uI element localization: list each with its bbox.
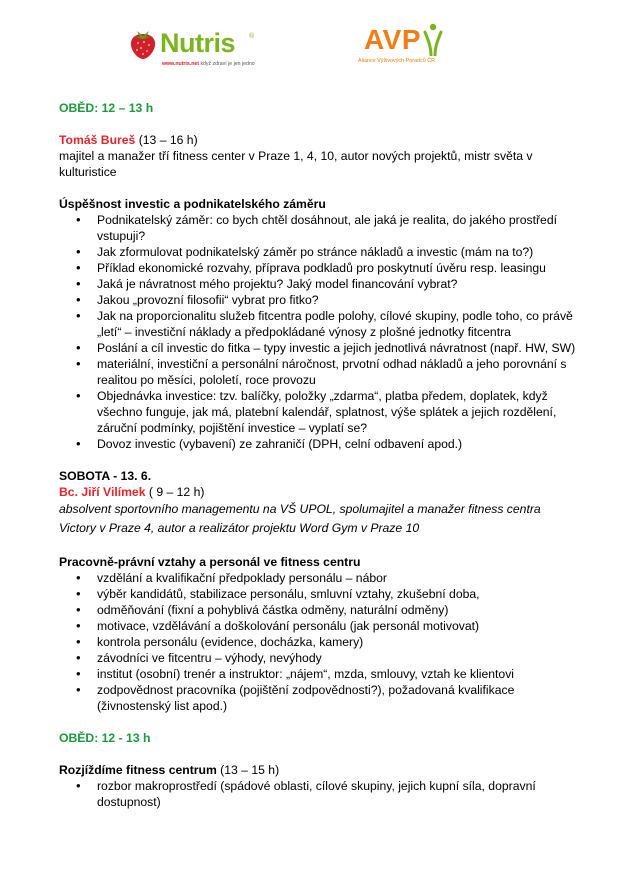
lunch-break-1: OBĚD: 12 – 13 h (59, 101, 154, 115)
list-item: • kontrola personálu (evidence, docházka, kamery) (97, 634, 579, 650)
list-item: • institut (osobní) trenér a instruktor: „nájem“, mzda, smlouvy, vztah ke klientovi (97, 666, 579, 682)
list-item: • Jakou „provozní filosofii“ vybrat pro fitko? (97, 292, 579, 308)
strawberry-icon (128, 28, 158, 60)
lunch-break-2: OBĚD: 12 - 13 h (59, 731, 151, 745)
speaker-2-time: ( 9 – 12 h) (145, 485, 205, 499)
list-item: • materiální, investiční a personální náročnost, prvotní odhad nákladů a jeho porovnání s realitou po měsíci, pololetí, roce provozu (97, 356, 579, 388)
section-1-list (59, 212, 579, 452)
nutris-logo-word: Nutris (160, 28, 236, 58)
list-item: • Objednávka investice: tzv. balíčky, položky „zdarma“, platba předem, doplatek, když všechno funguje, jak má, platební kalendář, splatnost, výše splátek a jejich rozdělení, záruční podmínky, pojištění investice – vyplatí se? (97, 388, 579, 436)
registered-mark: ® (249, 33, 255, 40)
avp-logo-word: AVP (364, 24, 421, 55)
figure-icon (422, 22, 444, 56)
nutris-logo (128, 26, 268, 76)
list-item: • Příklad ekonomické rozvahy, příprava podkladů pro poskytnutí úvěru resp. leasingu (97, 260, 579, 276)
document-body (59, 100, 579, 810)
avp-subtitle: Aliance Výživových Poradců ČR (358, 58, 435, 64)
section-3-time: (13 – 15 h) (216, 763, 280, 777)
section-2-list (59, 570, 579, 714)
list-item: • odměňování (fixní a pohyblivá částka odměny, naturální odměny) (97, 602, 579, 618)
list-item: • výběr kandidátů, stabilizace personálu, smluvní vztahy, zkušební doba, (97, 586, 579, 602)
list-item: • Jaká je návratnost mého projektu? Jaký model financování vybrat? (97, 276, 579, 292)
speaker-1-name: Tomáš Bureš (59, 133, 136, 147)
speaker-2-name: Bc. Jiří Vilímek (59, 485, 146, 499)
list-item: • Jak na proporcionalitu služeb fitcentra podle polohy, cílové skupiny, podle toho, co právě „letí“ – investiční náklady a předpokládané výnosy z plošné jednotky fitcentra (97, 308, 579, 340)
list-item: • Poslání a cíl investic do fitka – typy investic a jejich jednotlivá návratnost (např. HW, SW) (97, 340, 579, 356)
section-3-list (59, 778, 579, 810)
list-item: • Jak zformulovat podnikatelský záměr po stránce nákladů a investic (mám na to?) (97, 244, 579, 260)
avp-logo (358, 24, 478, 74)
speaker-2 (59, 484, 579, 500)
section-1-heading: Úspěšnost investic a podnikatelského záměru (59, 197, 326, 211)
speaker-1-bio: majitel a manažer tří fitness center v Praze 1, 4, 10, autor nových projektů, mistr světa v kulturistice (59, 149, 533, 179)
list-item: • rozbor makroprostředí (spádové oblasti, cílové skupiny, jejich kupní síla, dopravní dostupnost) (97, 778, 579, 810)
section-3-heading: Rozjíždíme fitness centrum (59, 763, 217, 777)
list-item: • vzdělání a kvalifikační předpoklady personálu – nábor (97, 570, 579, 586)
list-item: • Podnikatelský záměr: co bych chtěl dosáhnout, ale jaká je realita, do jakého prostředí vstupuji? (97, 212, 579, 244)
nutris-tagline (162, 61, 255, 68)
nutris-url: www.nutris.net (162, 61, 199, 67)
day-heading: SOBOTA - 13. 6. (59, 469, 152, 483)
list-item: • Dovoz investic (vybavení) ze zahraničí (DPH, celní odbavení apod.) (97, 436, 579, 452)
speaker-1-time: (13 – 16 h) (135, 133, 198, 147)
page-header (0, 18, 620, 78)
list-item: • zodpovědnost pracovníka (pojištění zodpovědnosti?), požadovaná kvalifikace (živnostenský list apod.) (97, 682, 579, 714)
section-2-heading: Pracovně-právní vztahy a personál ve fitness centru (59, 555, 361, 569)
speaker-2-bio: absolvent sportovního managementu na VŠ UPOL, spolumajitel a manažer fitness centra Victory v Praze 4, autor a realizátor projektu Word Gym v Praze 10 (59, 502, 541, 535)
section-3-heading-line (59, 762, 579, 778)
speaker-1 (59, 132, 579, 148)
list-item: • závodníci ve fitcentru – výhody, nevýhody (97, 650, 579, 666)
list-item: • motivace, vzdělávání a doškolování personálu (jak personál motivovat) (97, 618, 579, 634)
nutris-slogan: když zdraví je jen jedno (200, 61, 255, 67)
